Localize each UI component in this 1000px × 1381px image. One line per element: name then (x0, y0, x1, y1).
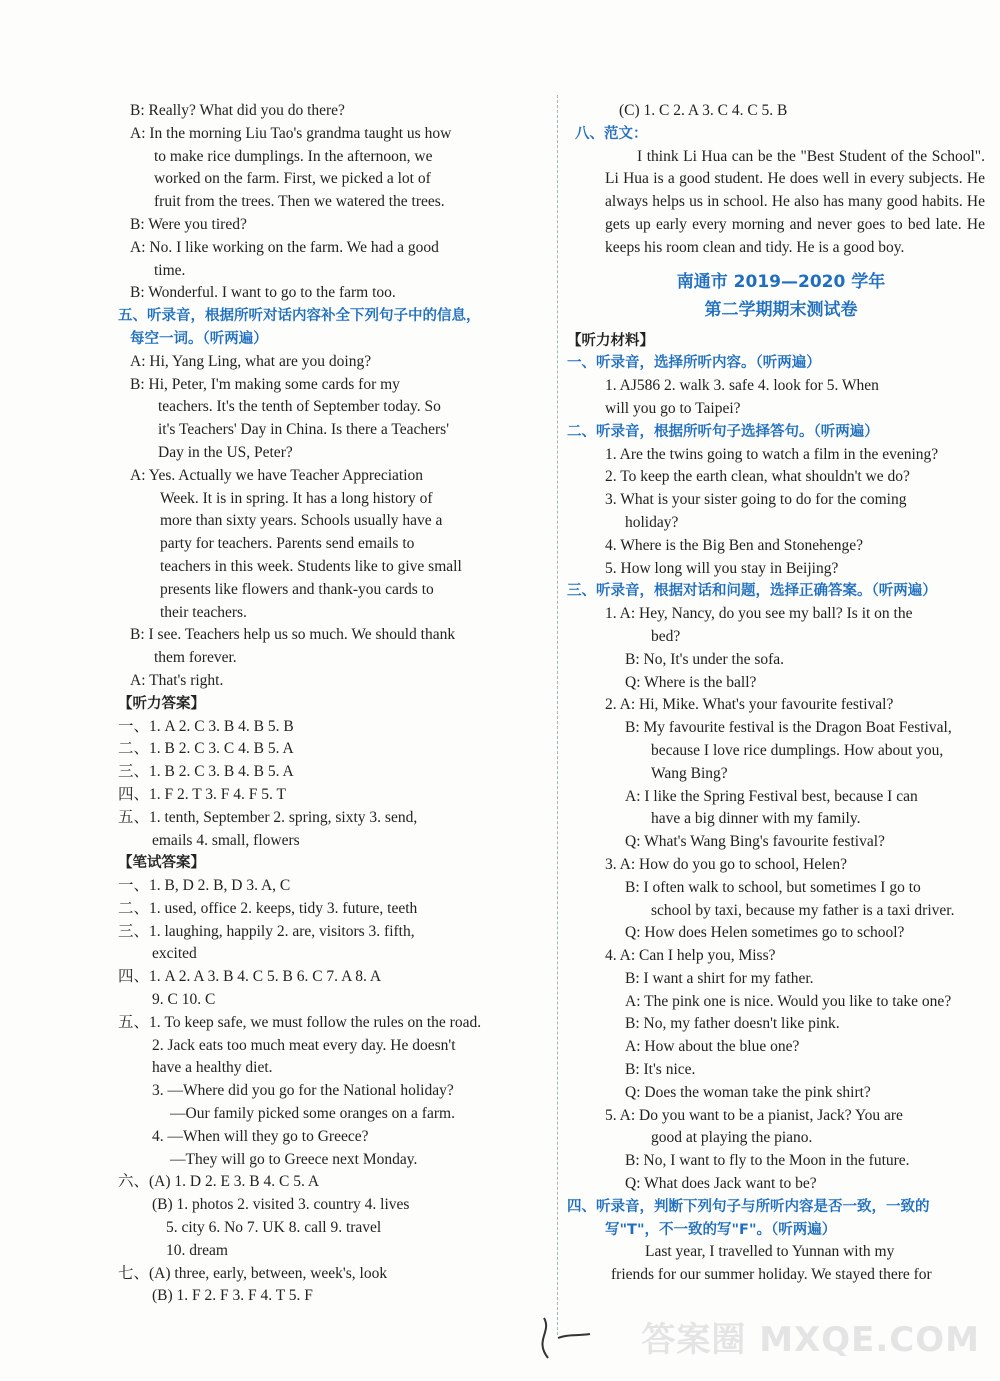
answer-line: (C) 1. C 2. A 3. C 4. C 5. B (619, 102, 788, 119)
answer-line: 六、(A) 1. D 2. E 3. B 4. C 5. A (118, 1173, 320, 1191)
dialog-line: Week. It is in spring. It has a long history of (160, 489, 433, 507)
item-line: school by taxi, because my father is a taxi driver. (651, 901, 955, 919)
passage-line: Last year, I travelled to Yunnan with my (645, 1243, 895, 1261)
item-line: 5. A: Do you want to be a pianist, Jack? You are (605, 1106, 903, 1124)
item-line: good at playing the piano. (651, 1129, 813, 1147)
item-line: 4. Where is the Big Ben and Stonehenge? (605, 536, 863, 554)
dialog-line: A: That's right. (130, 671, 224, 689)
item-line: B: I want a shirt for my father. (625, 969, 814, 987)
dialog-line: teachers in this week. Students like to give small (160, 557, 462, 575)
dialog-line: A: In the morning Liu Tao's grandma taught us how (130, 124, 452, 142)
item-line: Q: What's Wang Bing's favourite festival? (625, 833, 885, 851)
answer-line: have a healthy diet. (152, 1059, 273, 1077)
section-heading: 三、听录音，根据对话和问题，选择正确答案。（听两遍） (567, 583, 937, 600)
item-line: 2. A: Hi, Mike. What's your favourite festival? (605, 696, 894, 714)
dialog-line: it's Teachers' Day in China. Is there a Teachers' (158, 421, 449, 439)
dialog-line: presents like flowers and thank-you cards to (160, 580, 434, 598)
answer-line: 4. —When will they go to Greece? (152, 1127, 369, 1145)
dialog-line: worked on the farm. First, we picked a lot of (154, 170, 431, 188)
answer-line: 二、1. B 2. C 3. C 4. B 5. A (118, 740, 294, 758)
answer-line: (B) 1. F 2. F 3. F 4. T 5. F (152, 1287, 313, 1305)
answer-line: emails 4. small, flowers (152, 831, 300, 849)
answer-line: (B) 1. photos 2. visited 3. country 4. lives (152, 1196, 410, 1214)
dialog-line: B: Were you tired? (130, 215, 247, 233)
answer-line: 3. —Where did you go for the National holiday? (152, 1082, 454, 1100)
answer-line: —Our family picked some oranges on a farm. (170, 1105, 455, 1123)
dialog-line: A: Yes. Actually we have Teacher Appreciation (130, 466, 424, 484)
item-line: B: No, my father doesn't like pink. (625, 1015, 840, 1033)
item-line: A: How about the blue one? (625, 1038, 800, 1056)
item-line: B: No, I want to fly to the Moon in the future. (625, 1152, 910, 1170)
answer-line: 10. dream (166, 1241, 228, 1259)
item-line: A: The pink one is nice. Would you like to take one? (625, 992, 952, 1010)
answer-line: excited (152, 945, 197, 963)
answer-line: 四、1. A 2. A 3. B 4. C 5. B 6. C 7. A 8. A (118, 968, 382, 986)
dialog-line: teachers. It's the tenth of September today. So (158, 398, 441, 416)
item-line: 1. Are the twins going to watch a film in the evening? (605, 445, 939, 463)
item-line: 3. A: How do you go to school, Helen? (605, 855, 847, 873)
item-line: 2. To keep the earth clean, what shouldn't we do? (605, 468, 910, 486)
item-line: Q: Does the woman take the pink shirt? (625, 1083, 871, 1101)
item-line: 3. What is your sister going to do for the coming (605, 491, 907, 509)
item-line: B: I often walk to school, but sometimes I go to (625, 878, 921, 896)
item-line: B: My favourite festival is the Dragon Boat Festival, (625, 719, 952, 737)
dialog-line: more than sixty years. Schools usually have a (160, 512, 443, 530)
answer-line: 五、1. To keep safe, we must follow the rules on the road. (118, 1013, 482, 1031)
item-line: A: I like the Spring Festival best, because I can (625, 787, 918, 805)
answer-line: 二、1. used, office 2. keeps, tidy 3. future, teeth (118, 899, 418, 917)
dialog-line: B: Really? What did you do there? (130, 102, 345, 119)
dialog-line: time. (154, 261, 186, 279)
item-line: will you go to Taipei? (605, 399, 741, 417)
dialog-line: their teachers. (160, 603, 247, 621)
dialog-line: them forever. (154, 649, 237, 667)
dialog-line: fruit from the trees. Then we watered the trees. (154, 193, 445, 211)
section-heading: 五、听录音，根据所听对话内容补全下列句子中的信息， (118, 308, 481, 325)
exam-title: 南通市 2019—2020 学年 (676, 271, 886, 292)
item-line: bed? (651, 627, 681, 645)
dialog-line: B: Wonderful. I want to go to the farm too. (130, 284, 396, 302)
section-heading: 八、范文： (575, 125, 648, 142)
item-line: Q: What does Jack want to be? (625, 1175, 817, 1193)
model-essay: I think Li Hua can be the "Best Student of the School". Li Hua is a good student. He does well in every subjects. He always helps us in school. He also has many good habits. He gets up early every morning and never goes to bed late. He keeps his room clean and tidy. He is a good boy. (605, 147, 985, 256)
item-line: B: No, It's under the sofa. (625, 650, 785, 668)
column-divider (557, 95, 558, 1335)
dialog-line: A: No. I like working on the farm. We had a good (130, 238, 439, 256)
listening-material-heading: 【听力材料】 (567, 332, 654, 349)
answer-line: 5. city 6. No 7. UK 8. call 9. travel (166, 1219, 382, 1237)
exam-subtitle: 第二学期期末测试卷 (704, 299, 858, 320)
answer-line: 2. Jack eats too much meat every day. He doesn't (152, 1036, 456, 1054)
answer-line: 三、1. laughing, happily 2. are, visitors 3. fifth, (118, 922, 415, 940)
answer-line: 五、1. tenth, September 2. spring, sixty 3. send, (118, 808, 418, 826)
answer-line: 三、1. B 2. C 3. B 4. B 5. A (118, 763, 294, 781)
dialog-line: Day in the US, Peter? (158, 443, 293, 461)
item-line: Q: How does Helen sometimes go to school? (625, 924, 905, 942)
item-line: 1. A: Hey, Nancy, do you see my ball? Is it on the (605, 605, 913, 623)
item-line: 5. How long will you stay in Beijing? (605, 559, 839, 577)
item-line: because I love rice dumplings. How about you, (651, 741, 944, 759)
answer-line: 一、1. A 2. C 3. B 4. B 5. B (118, 717, 294, 735)
section-heading: 二、听录音，根据所听句子选择答句。（听两遍） (567, 423, 879, 440)
answer-line: 一、1. B, D 2. B, D 3. A, C (118, 877, 291, 895)
listening-answers-heading: 【听力答案】 (118, 695, 205, 712)
item-line: 1. AJ586 2. walk 3. safe 4. look for 5. When (605, 377, 879, 395)
dialog-line: B: Hi, Peter, I'm making some cards for my (130, 375, 400, 393)
right-column (567, 100, 987, 1287)
watermark: 答案圈 MXQE.COM (641, 1320, 980, 1360)
answer-line: —They will go to Greece next Monday. (170, 1150, 418, 1168)
section-heading: 写"T"，不一致的写"F"。（听两遍） (605, 1221, 837, 1238)
passage-line: friends for our summer holiday. We stayed there for (611, 1266, 932, 1284)
answer-line: 9. C 10. C (152, 991, 216, 1009)
item-line: holiday? (625, 513, 679, 531)
answer-line: 四、1. F 2. T 3. F 4. F 5. T (118, 785, 286, 803)
answer-line: 七、(A) three, early, between, week's, look (118, 1264, 388, 1282)
item-line: Q: Where is the ball? (625, 673, 757, 691)
section-heading: 每空一词。（听两遍） (130, 330, 268, 347)
dialog-line: to make rice dumplings. In the afternoon, we (154, 147, 433, 165)
written-answers-heading: 【笔试答案】 (118, 855, 205, 872)
dialog-line: A: Hi, Yang Ling, what are you doing? (130, 352, 372, 370)
item-line: B: It's nice. (625, 1061, 696, 1079)
section-heading: 四、听录音，判断下列句子与所听内容是否一致，一致的 (567, 1198, 930, 1215)
left-column (118, 100, 540, 1308)
pen-stroke-mark (530, 1310, 600, 1370)
dialog-line: party for teachers. Parents send emails to (160, 535, 415, 553)
item-line: Wang Bing? (651, 764, 728, 782)
section-heading: 一、听录音，选择所听内容。（听两遍） (567, 355, 821, 372)
item-line: have a big dinner with my family. (651, 810, 861, 828)
item-line: 4. A: Can I help you, Miss? (605, 947, 776, 965)
dialog-line: B: I see. Teachers help us so much. We should thank (130, 626, 456, 644)
